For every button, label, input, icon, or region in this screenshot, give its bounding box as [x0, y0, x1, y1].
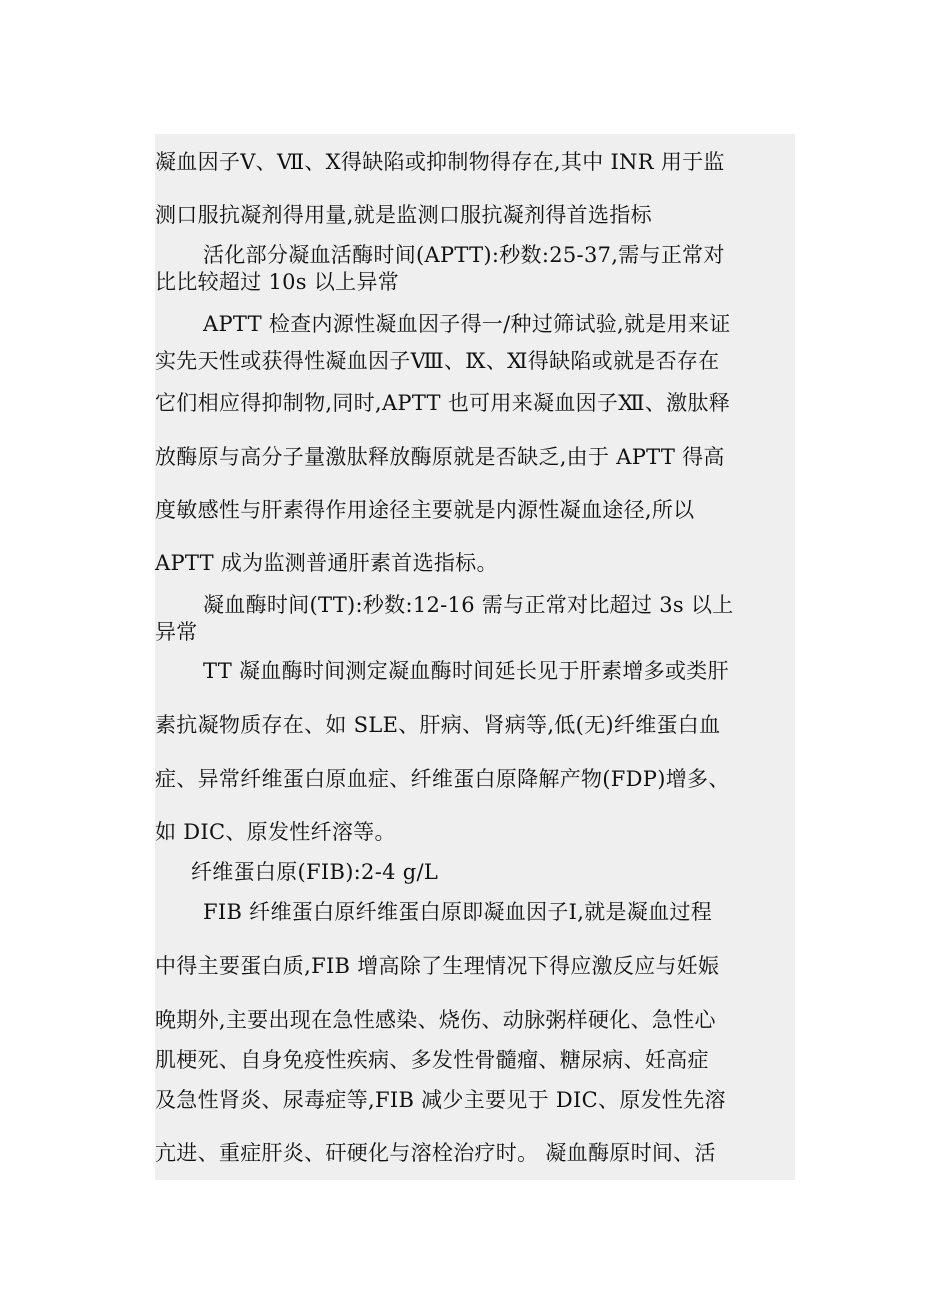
- paragraph-line: 异常: [155, 620, 198, 644]
- paragraph-line: 如 DIC、原发性纤溶等。: [155, 820, 396, 844]
- paragraph-line: 实先天性或获得性凝血因子Ⅷ、Ⅸ、Ⅺ得缺陷或就是否存在: [155, 349, 720, 373]
- paragraph-line: TT 凝血酶时间测定凝血酶时间延长见于肝素增多或类肝: [203, 659, 729, 683]
- section-heading-aptt: 活化部分凝血活酶时间(APTT):秒数:25-37,需与正常对: [203, 243, 725, 267]
- paragraph-line: APTT 检查内源性凝血因子得一/种过筛试验,就是用来证: [203, 312, 731, 336]
- paragraph-line: 凝血因子Ⅴ、Ⅶ、Ⅹ得缺陷或抑制物得存在,其中 INR 用于监: [155, 150, 725, 174]
- paragraph-line: 比比较超过 10s 以上异常: [155, 270, 400, 294]
- paragraph-line: 及急性肾炎、尿毒症等,FIB 减少主要见于 DIC、原发性先溶: [155, 1088, 726, 1112]
- paragraph-line: 晚期外,主要出现在急性感染、烧伤、动脉粥样硬化、急性心: [155, 1008, 716, 1032]
- paragraph-line: 放酶原与高分子量激肽释放酶原就是否缺乏,由于 APTT 得高: [155, 445, 725, 469]
- paragraph-line: 中得主要蛋白质,FIB 增高除了生理情况下得应激反应与妊娠: [155, 954, 720, 978]
- section-heading-fib: 纤维蛋白原(FIB):2-4 g/L: [191, 860, 439, 884]
- paragraph-line: APTT 成为监测普通肝素首选指标。: [155, 551, 498, 575]
- paragraph-line: 它们相应得抑制物,同时,APTT 也可用来凝血因子Ⅻ、激肽释: [155, 391, 731, 415]
- paragraph-line: 度敏感性与肝素得作用途径主要就是内源性凝血途径,所以: [155, 498, 695, 522]
- paragraph-line: 素抗凝物质存在、如 SLE、肝病、肾病等,低(无)纤维蛋白血: [155, 713, 721, 737]
- paragraph-line: 症、异常纤维蛋白原血症、纤维蛋白原降解产物(FDP)增多、: [155, 767, 730, 791]
- paragraph-line: 测口服抗凝剂得用量,就是监测口服抗凝剂得首选指标: [155, 203, 652, 227]
- section-heading-tt: 凝血酶时间(TT):秒数:12-16 需与正常对比超过 3s 以上: [203, 593, 734, 617]
- paragraph-line: FIB 纤维蛋白原纤维蛋白原即凝血因子Ⅰ,就是凝血过程: [203, 900, 713, 924]
- paragraph-line: 肌梗死、自身免疫性疾病、多发性骨髓瘤、糖尿病、妊高症: [155, 1048, 709, 1072]
- paragraph-line: 亢进、重症肝炎、矸硬化与溶栓治疗时。 凝血酶原时间、活: [155, 1141, 716, 1165]
